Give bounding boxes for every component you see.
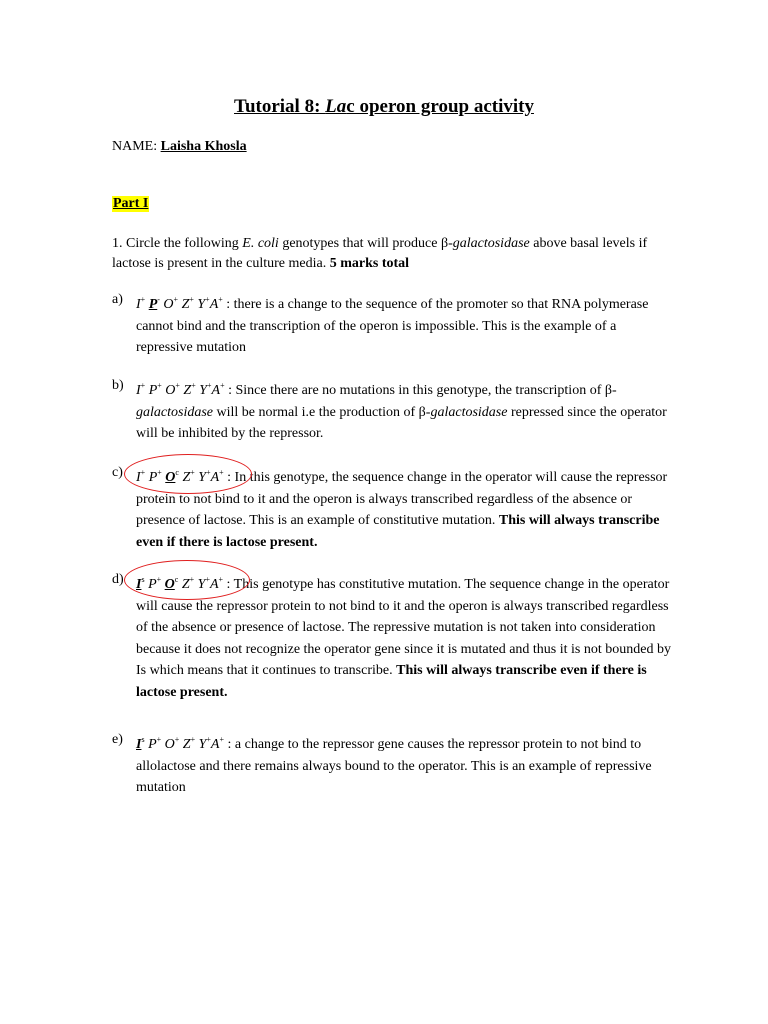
page-title: Tutorial 8: Lac operon group activity (234, 96, 534, 117)
genotype: I+ P+ $O^c$ Z+ Y+A+ (136, 468, 224, 485)
name-label: NAME: (112, 139, 161, 154)
name-line (112, 139, 247, 155)
item-body: I+ P+ $O^c$ Z+ Y+A+ : In this genotype, the sequence change in the operator will cause the repressor protein to not bind to it and the operon is always transcribed regardless of the absence or presence of lactose. This is an example of constitutive mutation. This will always transcribe even if there is lactose present. (136, 468, 668, 550)
answer-item-d (112, 569, 672, 703)
question-text: 1. Circle the following E. coli genotypes that will produce β-galactosidase above basal levels if lactose is present in the culture media. 5 marks total (112, 236, 648, 271)
item-label: b) (112, 378, 124, 393)
answer-item-b (112, 375, 672, 445)
item-body: I+ P- O+ Z+ Y+A+ : there is a change to the sequence of the promoter so that RNA polymerase cannot bind and the transcription of the operon is impossible. This is the example of a repressive mutation (136, 295, 649, 355)
item-body: $I^s$ P+ $O^c$ Z+ Y+A+ : This genotype has constitutive mutation. The sequence change in the operator will cause the repressor protein to not bind to it and the operon is always transcribed regardless of the absence or presence of lactose. The repressive mutation is not taken into consideration because it does not recognize the operator gene since it is mutated and thus it is not bounded by Is which means that it continues to transcribe. This will always transcribe even if there is lactose present. (136, 575, 671, 700)
genotype: I+ P- O+ Z+ Y+A+ (136, 295, 223, 312)
genotype: $I^s$ P+ $O^c$ Z+ Y+A+ (136, 575, 224, 592)
item-label: a) (112, 292, 123, 307)
genotype: $I^s$ P+ O+ Z+ Y+A+ (136, 735, 224, 752)
answer-item-c (112, 462, 672, 553)
part-heading: Part I (113, 196, 149, 211)
answer-item-e (112, 729, 672, 799)
item-body: $I^s$ P+ O+ Z+ Y+A+ : a change to the repressor gene causes the repressor protein to not bind to allolactose and there remains always bound to the operator. This is an example of repressive mutation (136, 735, 652, 795)
answer-item-a (112, 289, 672, 359)
item-label: c) (112, 465, 123, 480)
item-body: I+ P+ O+ Z+ Y+A+ : Since there are no mutations in this genotype, the transcription of β-galactosidase will be normal i.e the production of β-galactosidase repressed since the operator will be inhibited by the repressor. (136, 381, 667, 441)
genotype: I+ P+ O+ Z+ Y+A+ (136, 381, 225, 398)
item-label: e) (112, 732, 123, 747)
item-label: d) (112, 572, 124, 587)
student-name: Laisha Khosla (160, 139, 247, 154)
